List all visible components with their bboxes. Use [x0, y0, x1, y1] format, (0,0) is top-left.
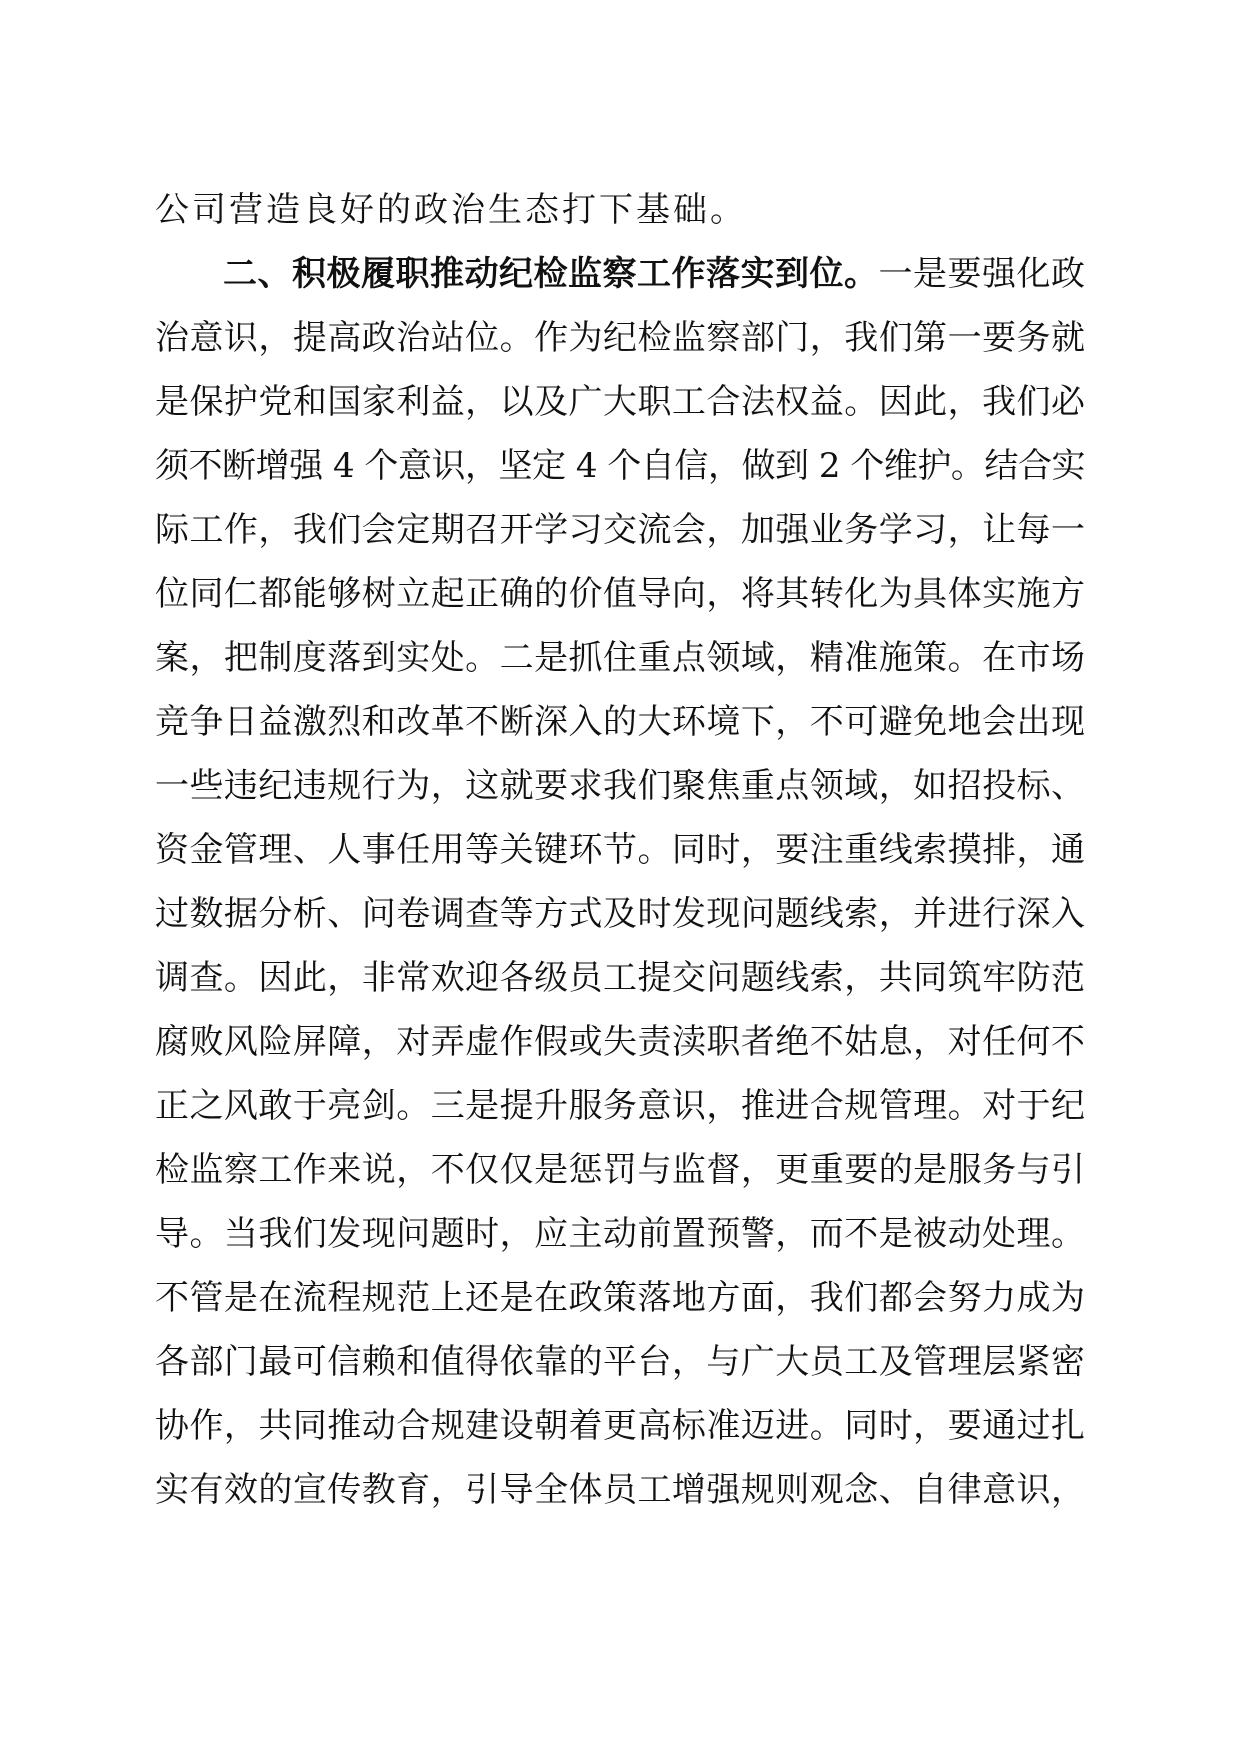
- body-line: 治意识，提高政治站位。作为纪检监察部门，我们第一要务就: [155, 318, 1085, 358]
- body-line: 检监察工作来说，不仅仅是惩罚与监督，更重要的是服务与引: [155, 1150, 1085, 1190]
- body-line: 腐败风险屏障，对弄虚作假或失责渎职者绝不姑息，对任何不: [155, 1022, 1085, 1062]
- document-body: [155, 178, 1085, 1522]
- body-line: 导。当我们发现问题时，应主动前置预警，而不是被动处理。: [155, 1214, 1085, 1254]
- section-heading: 二、积极履职推动纪检监察工作落实到位。: [223, 254, 879, 294]
- body-line: 实有效的宣传教育，引导全体员工增强规则观念、自律意识，: [155, 1470, 1085, 1510]
- previous-paragraph-tail: 公司营造良好的政治生态打下基础。: [155, 190, 747, 230]
- body-line: 过数据分析、问卷调查等方式及时发现问题线索，并进行深入: [155, 894, 1085, 934]
- body-line: 竞争日益激烈和改革不断深入的大环境下，不可避免地会出现: [155, 702, 1085, 742]
- body-line: 际工作，我们会定期召开学习交流会，加强业务学习，让每一: [155, 510, 1085, 550]
- body-line: 资金管理、人事任用等关键环节。同时，要注重线索摸排，通: [155, 830, 1085, 870]
- body-line: 案，把制度落到实处。二是抓住重点领域，精准施策。在市场: [155, 638, 1085, 678]
- section-first-line-rest: 一是要强化政: [878, 254, 1085, 294]
- body-line: 位同仁都能够树立起正确的价值导向，将其转化为具体实施方: [155, 574, 1085, 614]
- body-line: 一些违纪违规行为，这就要求我们聚焦重点领域，如招投标、: [155, 766, 1085, 806]
- body-line: 须不断增强 4 个意识，坚定 4 个自信，做到 2 个维护。结合实: [155, 446, 1085, 486]
- section-first-line: [155, 242, 1085, 306]
- body-line: 各部门最可信赖和值得依靠的平台，与广大员工及管理层紧密: [155, 1342, 1085, 1382]
- body-line: 协作，共同推动合规建设朝着更高标准迈进。同时，要通过扎: [155, 1406, 1085, 1446]
- body-line: 正之风敢于亮剑。三是提升服务意识，推进合规管理。对于纪: [155, 1086, 1085, 1126]
- body-line: 是保护党和国家利益，以及广大职工合法权益。因此，我们必: [155, 382, 1085, 422]
- body-line: 不管是在流程规范上还是在政策落地方面，我们都会努力成为: [155, 1278, 1085, 1318]
- body-line: 调查。因此，非常欢迎各级员工提交问题线索，共同筑牢防范: [155, 958, 1085, 998]
